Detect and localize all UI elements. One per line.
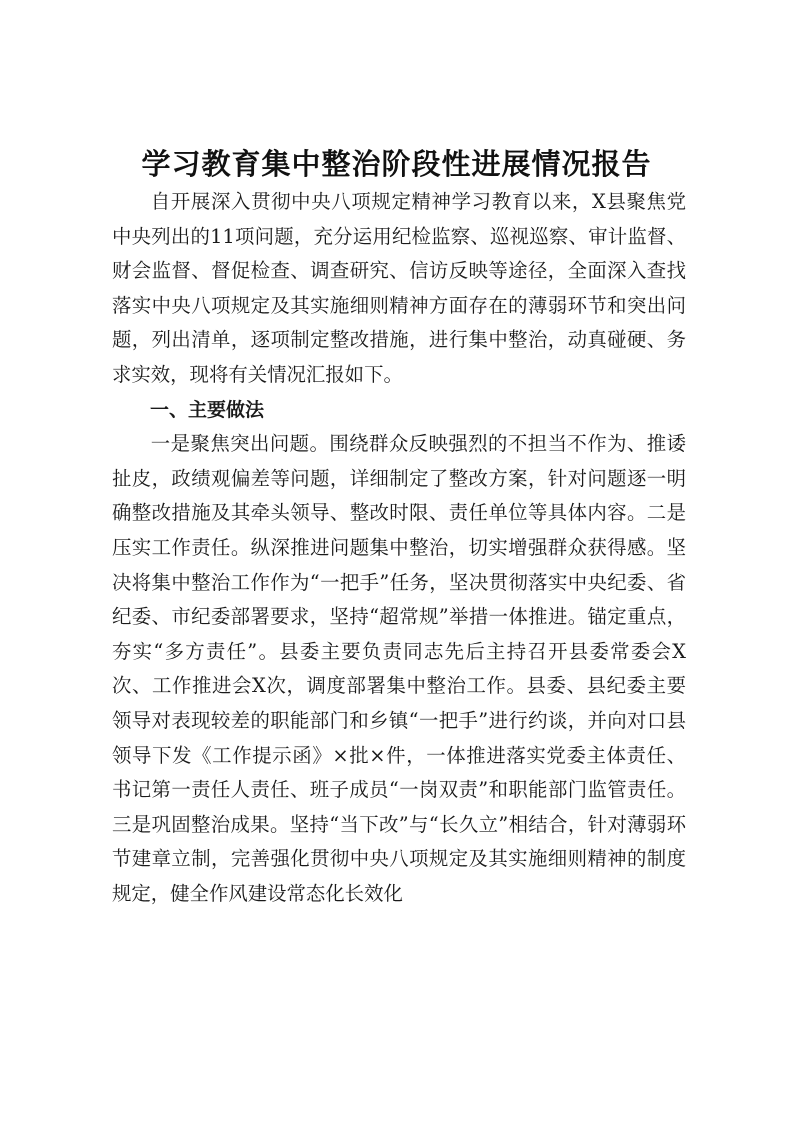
section-heading-main-practices: 一、主要做法	[150, 398, 265, 421]
section-body-paragraph: 一是聚焦突出问题。围绕群众反映强烈的不担当不作为、推诿扯皮，政绩观偏差等问题，详细制定了整改方案，针对问题逐一明确整改措施及其牵头领导、整改时限、责任单位等具体内容。二是压实工作责任。纵深推进问题集中整治，切实增强群众获得感。坚决将集中整治工作作为“一把手”任务，坚决贯彻落实中央纪委、省纪委、市纪委部署要求，坚持“超常规”举措一体推进。锚定重点，夯实“多方责任”。县委主要负责同志先后主持召开县委常委会X次、工作推进会X次，调度部署集中整治工作。县委、县纪委主要领导对表现较差的职能部门和乡镇“一把手”进行约谈，并向对口县领导下发《工作提示函》×批×件，一体推进落实党委主体责任、书记第一责任人责任、班子成员“一岗双责”和职能部门监管责任。三是巩固整治成果。坚持“当下改”与“长久立”相结合，针对薄弱环节建章立制，完善强化贯彻中央八项规定及其实施细则精神的制度规定，健全作风建设常态化长效化	[112, 432, 686, 905]
intro-paragraph: 自开展深入贯彻中央八项规定精神学习教育以来，X县聚焦党中央列出的11项问题，充分运用纪检监察、巡视巡察、审计监督、财会监督、督促检查、调查研究、信访反映等途径，全面深入查找落实中央八项规定及其实施细则精神方面存在的薄弱环节和突出问题，列出清单，逐项制定整改措施，进行集中整治，动真碰硬、务求实效，现将有关情况汇报如下。	[112, 190, 686, 386]
document-body	[112, 185, 686, 911]
document-title: 学习教育集中整治阶段性进展情况报告	[141, 147, 652, 181]
